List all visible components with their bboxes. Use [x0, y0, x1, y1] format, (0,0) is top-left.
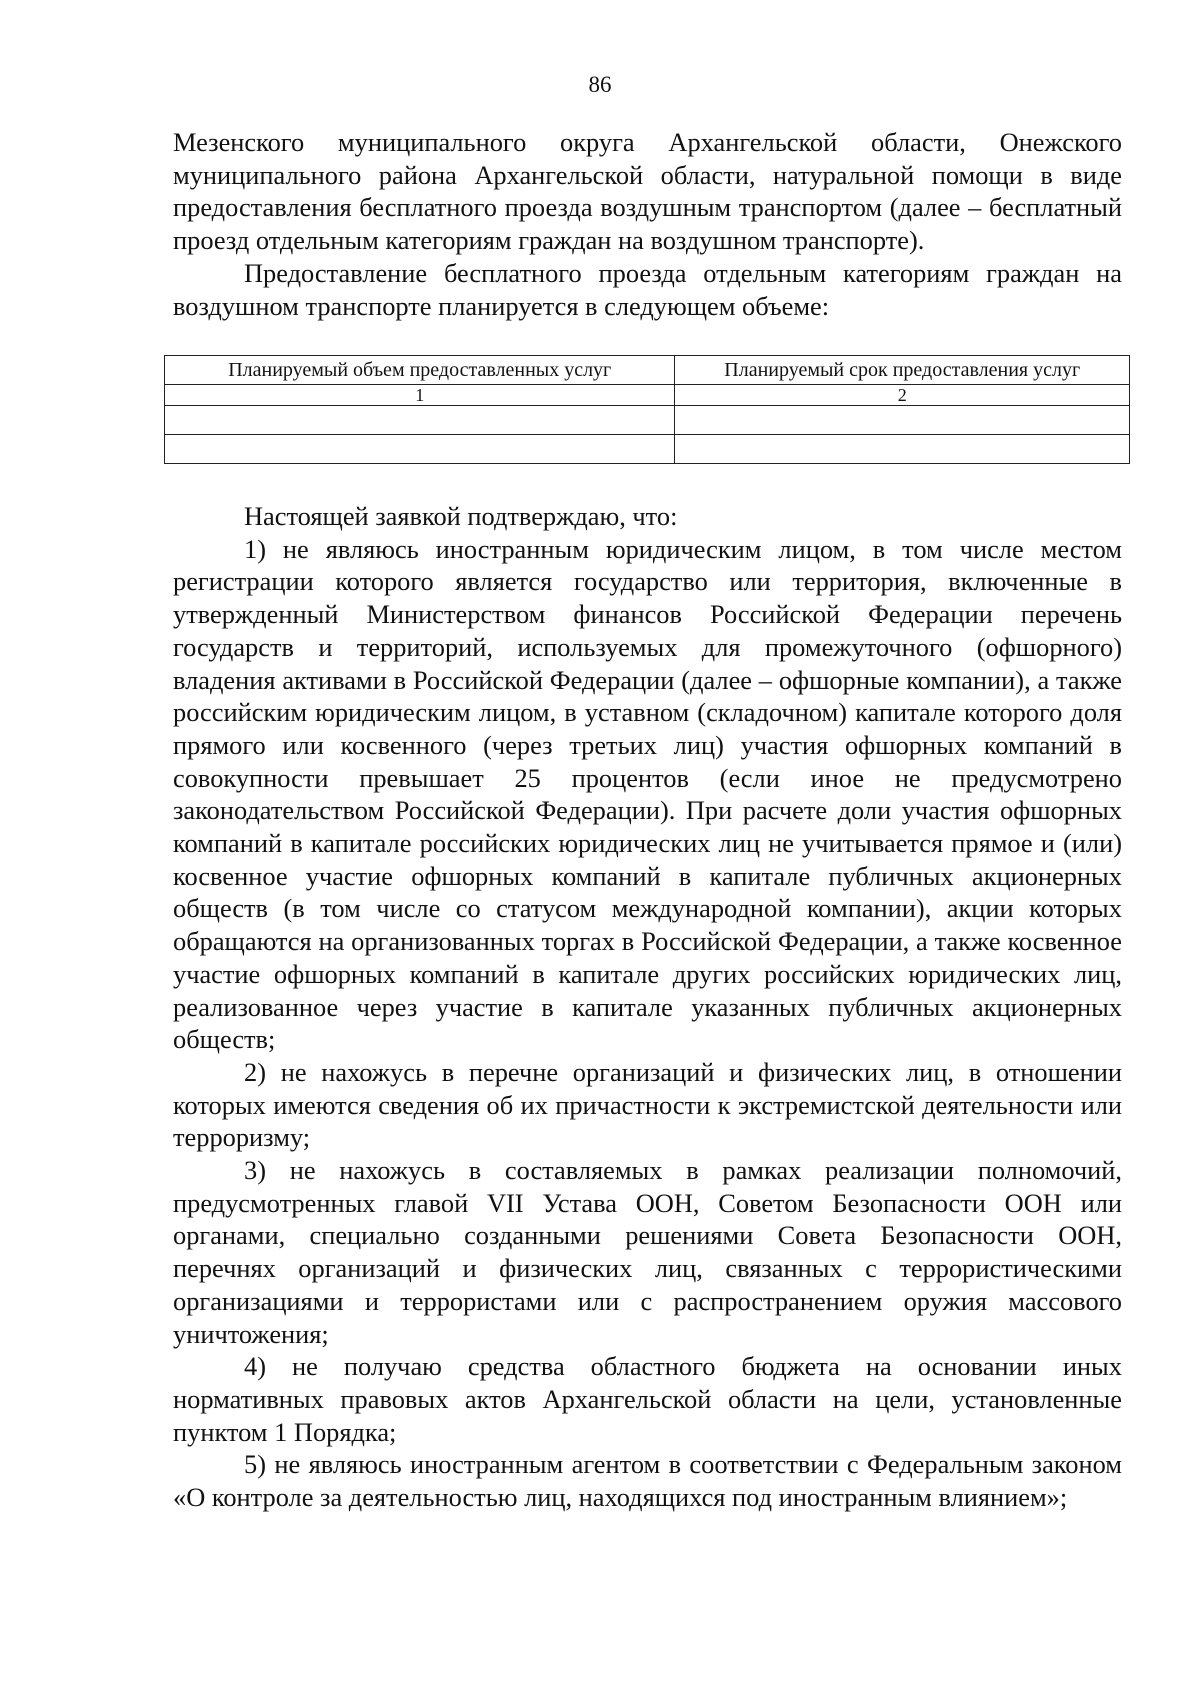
- confirmation-item-3: 3) не нахожусь в составляемых в рамках реализации полномочий, предусмотренных главой VII Устава ООН, Советом Безопасности ООН или органами, специально созданными решениями Совета Безопасности ООН, перечнях организаций и физических лиц, связанных с террористическими организациями и террористами или с распространением оружия массового уничтожения;: [173, 1155, 1122, 1349]
- table-column-number: 1: [165, 385, 675, 406]
- table-row: [165, 435, 1130, 464]
- table-cell: [675, 435, 1130, 464]
- intro-paragraph-1: Мезенского муниципального округа Архангельской области, Онежского муниципального района Архангельской области, натуральной помощи в виде предоставления бесплатного проезда воздушным транспортом (далее – бесплатный проезд отдельным категориям граждан на воздушном транспорте).: [173, 127, 1122, 256]
- table-cell: [165, 406, 675, 435]
- table-row: [165, 406, 1130, 435]
- table-cell: [165, 435, 675, 464]
- confirmation-item-2: 2) не нахожусь в перечне организаций и физических лиц, в отношении которых имеются сведения об их причастности к экстремистской деятельности или терроризму;: [173, 1056, 1122, 1153]
- table-column-numbers-row: [165, 385, 1130, 406]
- table-header-volume: Планируемый объем предоставленных услуг: [165, 356, 675, 385]
- confirmation-item-1: 1) не являюсь иностранным юридическим лицом, в том числе местом регистрации которого является государство или территория, включенные в утвержденный Министерством финансов Российской Федерации перечень государств и территорий, используемых для промежуточного (офшорного) владения активами в Российской Федерации (далее – офшорные компании), а также российским юридическим лицом, в уставном (складочном) капитале которого доля прямого или косвенного (через третьих лиц) участия офшорных компаний в совокупности превышает 25 процентов (если иное не предусмотрено законодательством Российской Федерации). При расчете доли участия офшорных компаний в капитале российских юридических лиц не учитывается прямое и (или) косвенное участие офшорных компаний в капитале публичных акционерных обществ (в том числе со статусом международной компании), акции которых обращаются на организованных торгах в Российской Федерации, а также косвенное участие офшорных компаний в капитале других российских юридических лиц, реализованное через участие в капитале указанных публичных акционерных обществ;: [173, 533, 1122, 1055]
- page-number: 86: [588, 72, 612, 97]
- confirmation-section: [173, 500, 1122, 1514]
- table-header-term: Планируемый срок предоставления услуг: [675, 356, 1130, 385]
- confirmation-item-5: 5) не являюсь иностранным агентом в соответствии с Федеральным законом «О контроле за деятельностью лиц, находящихся под иностранным влиянием»;: [173, 1449, 1122, 1513]
- confirmation-item-4: 4) не получаю средства областного бюджета на основании иных нормативных правовых актов Архангельской области на цели, установленные пунктом 1 Порядка;: [173, 1351, 1122, 1447]
- intro-paragraph-2: Предоставление бесплатного проезда отдельным категориям граждан на воздушном транспорте планируется в следующем объеме:: [173, 258, 1122, 321]
- confirmation-heading: Настоящей заявкой подтверждаю, что:: [244, 501, 678, 531]
- services-table: [164, 355, 1130, 464]
- intro-paragraph-2-block: [173, 257, 1122, 322]
- table-header-row: [165, 356, 1130, 385]
- intro-paragraph: [173, 126, 1122, 257]
- table-column-number: 2: [675, 385, 1130, 406]
- table-cell: [675, 406, 1130, 435]
